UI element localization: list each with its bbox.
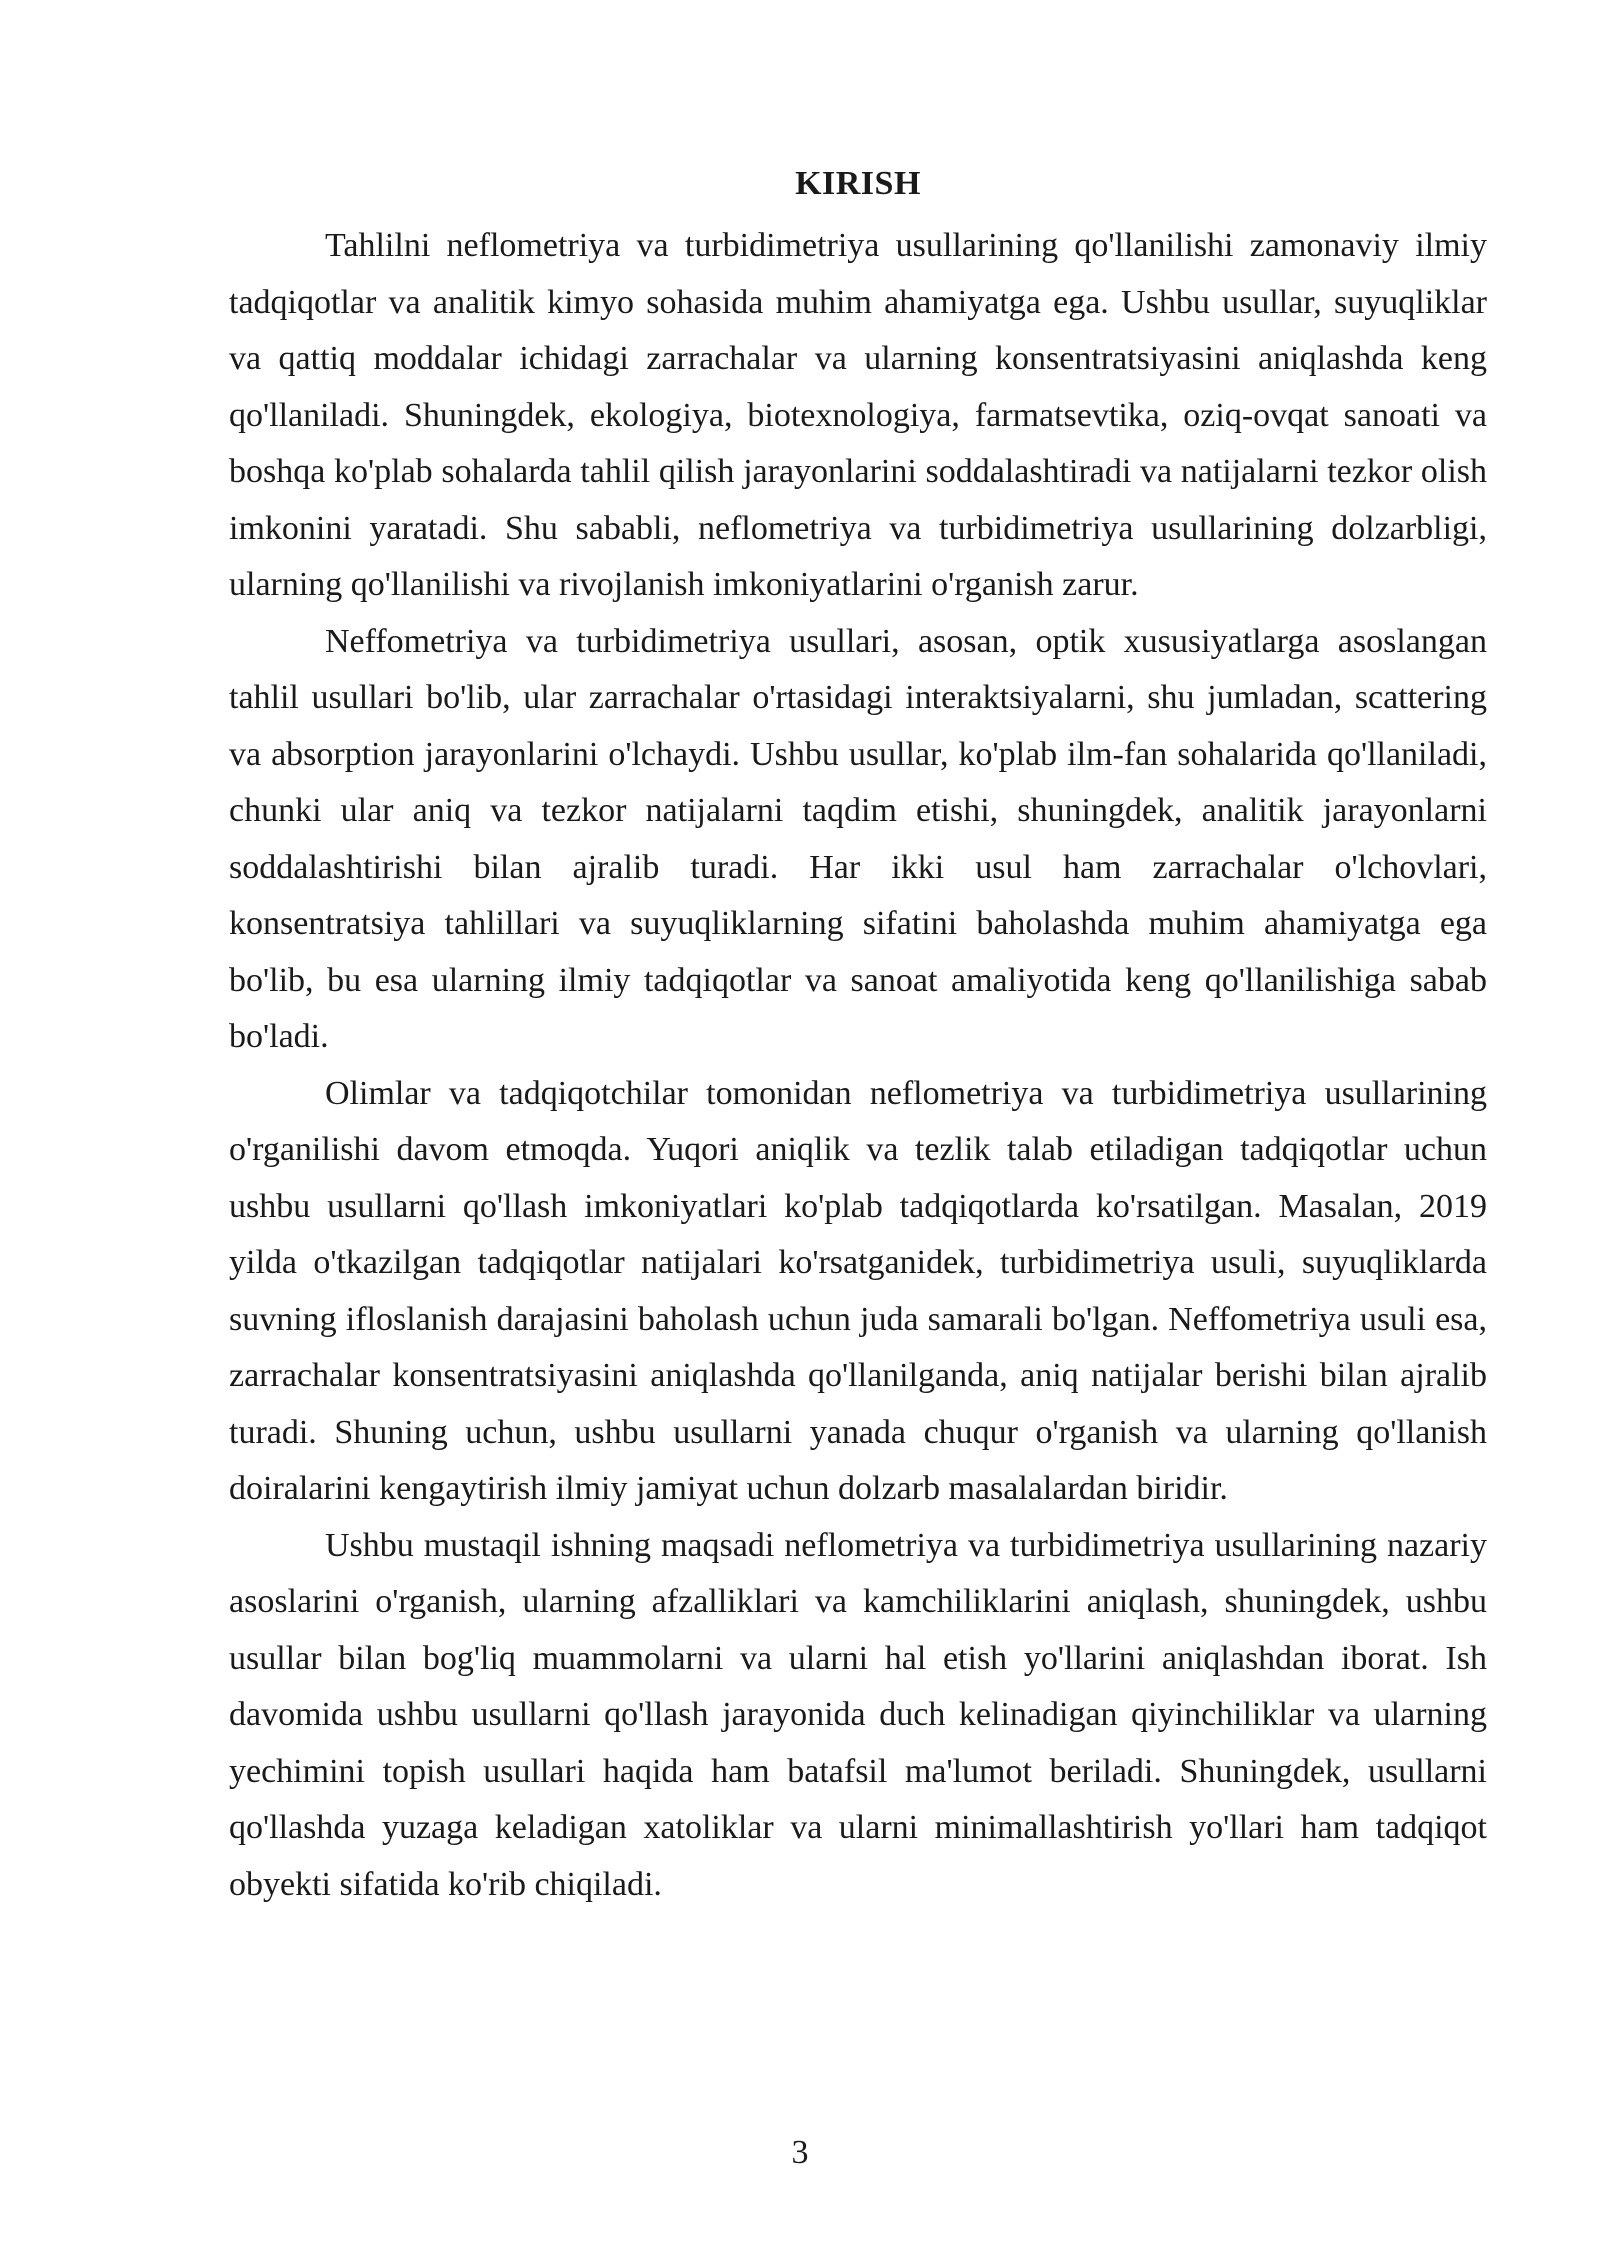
page-number: 3: [791, 2134, 809, 2171]
paragraph-2: Neffometriya va turbidimetriya usullari, asosan, optik xususiyatlarga asoslangan tahlil usullari bo'lib, ular zarrachalar o'rtasidagi interaktsiyalarni, shu jumladan, scattering va absorption jarayonlarini o'lchaydi. Ushbu usullar, ko'plab ilm-fan sohalarida qo'llaniladi, chunki ular aniq va tezkor natijalarni taqdim etishi, shuningdek, analitik jarayonlarni soddalashtirishi bilan ajralib turadi. Har ikki usul ham zarrachalar o'lchovlari, konsentratsiya tahlillari va suyuqliklarning sifatini baholashda muhim ahamiyatga ega bo'lib, bu esa ularning ilmiy tadqiqotlar va sanoat amaliyotida keng qo'llanilishiga sabab bo'ladi.: [229, 622, 1487, 1055]
paragraph-3: Olimlar va tadqiqotchilar tomonidan neflometriya va turbidimetriya usullarining o'rganilishi davom etmoqda. Yuqori aniqlik va tezlik talab etiladigan tadqiqotlar uchun ushbu usullarni qo'llash imkoniyatlari ko'plab tadqiqotlarda ko'rsatilgan. Masalan, 2019 yilda o'tkazilgan tadqiqotlar natijalari ko'rsatganidek, turbidimetriya usuli, suyuqliklarda suvning ifloslanish darajasini baholash uchun juda samarali bo'lgan. Neffometriya usuli esa, zarrachalar konsentratsiyasini aniqlashda qo'llanilganda, aniq natijalar berishi bilan ajralib turadi. Shuning uchun, ushbu usullarni yanada chuqur o'rganish va ularning qo'llanish doiralarini kengaytirish ilmiy jamiyat uchun dolzarb masalalardan biridir.: [229, 1074, 1487, 1507]
paragraph-4: Ushbu mustaqil ishning maqsadi neflometriya va turbidimetriya usullarining nazariy asoslarini o'rganish, ularning afzalliklari va kamchiliklarini aniqlash, shuningdek, ushbu usullar bilan bog'liq muammolarni va ularni hal etish yo'llarini aniqlashdan iborat. Ish davomida ushbu usullarni qo'llash jarayonida duch kelinadigan qiyinchiliklar va ularning yechimini topish usullari haqida ham batafsil ma'lumot beriladi. Shuningdek, usullarni qo'llashda yuzaga keladigan xatoliklar va ularni minimallashtirish yo'llari ham tadqiqot obyekti sifatida ko'rib chiqiladi.: [229, 1526, 1487, 1903]
paragraph-1: Tahlilni neflometriya va turbidimetriya usullarining qo'llanilishi zamonaviy ilmiy tadqiqotlar va analitik kimyo sohasida muhim ahamiyatga ega. Ushbu usullar, suyuqliklar va qattiq moddalar ichidagi zarrachalar va ularning konsentratsiyasini aniqlashda keng qo'llaniladi. Shuningdek, ekologiya, biotexnologiya, farmatsevtika, oziq-ovqat sanoati va boshqa ko'plab sohalarda tahlil qilish jarayonlarini soddalashtiradi va natijalarni tezkor olish imkonini yaratadi. Shu sababli, neflometriya va turbidimetriya usullarining dolzarbligi, ularning qo'llanilishi va rivojlanish imkoniyatlarini o'rganish zarur.: [229, 227, 1487, 603]
document-page: [229, 150, 1487, 1913]
page-title: KIRISH: [795, 165, 921, 202]
